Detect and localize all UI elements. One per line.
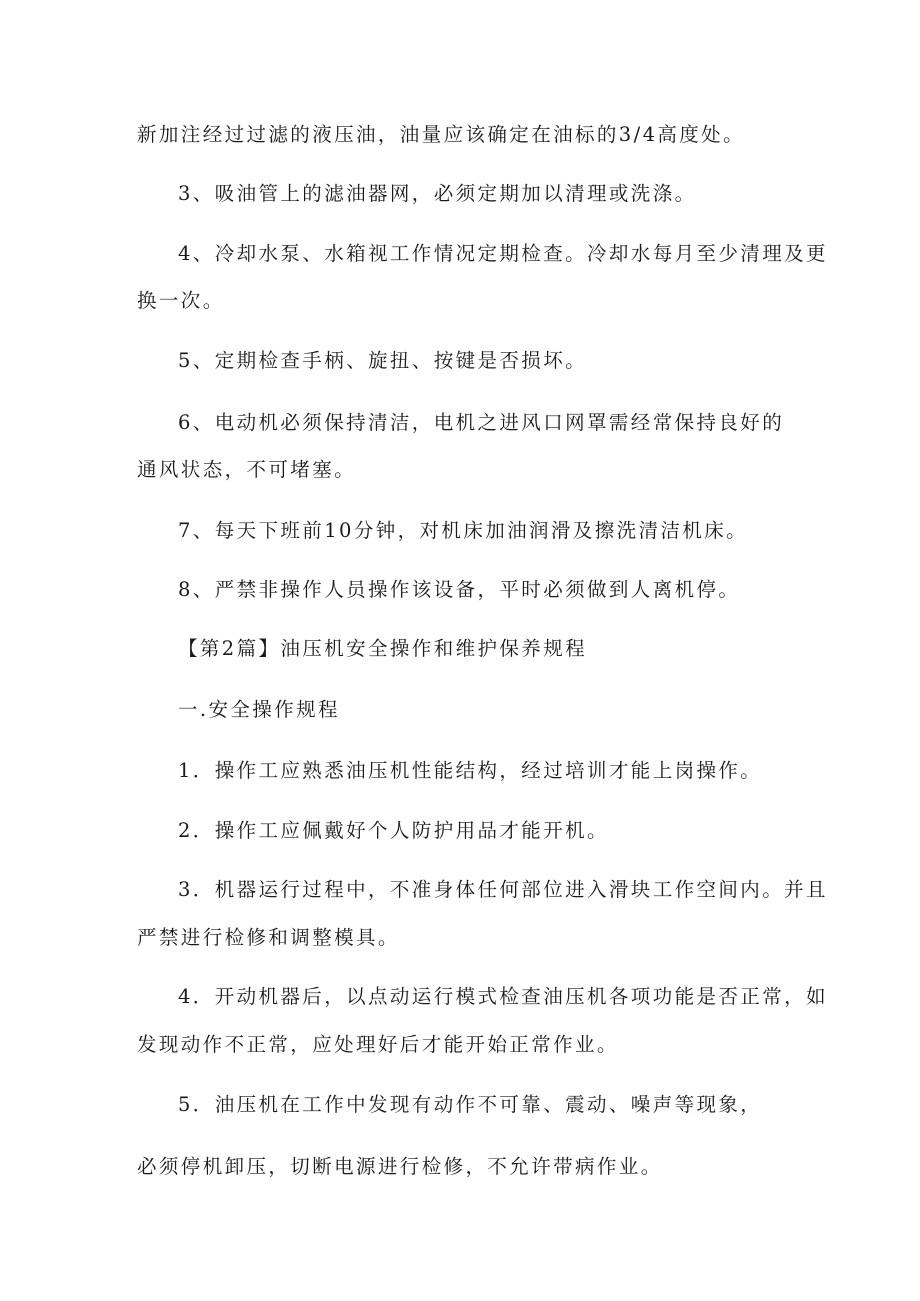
text-line-14: 3．机器运行过程中，不准身体任何部位进入滑块工作空间内。并且 <box>178 878 828 901</box>
text-line-12: 1．操作工应熟悉油压机性能结构，经过培训才能上岗操作。 <box>178 759 763 782</box>
text-line-9: 8、严禁非操作人员操作该设备，平时必须做到人离机停。 <box>178 578 741 601</box>
text-line-8: 7、每天下班前10分钟，对机床加油润滑及擦洗清洁机床。 <box>178 519 749 542</box>
subsection-heading: 一.安全操作规程 <box>178 698 340 721</box>
section-heading: 【第2篇】油压机安全操作和维护保养规程 <box>178 637 588 660</box>
text-line-18: 5．油压机在工作中发现有动作不可靠、震动、噪声等现象， <box>178 1093 763 1116</box>
text-line-13: 2．操作工应佩戴好个人防护用品才能开机。 <box>178 819 609 842</box>
text-line-6: 6、电动机必须保持清洁，电机之进风口网罩需经常保持良好的 <box>178 411 785 434</box>
text-line-2: 3、吸油管上的滤油器网，必须定期加以清理或洗涤。 <box>178 182 697 205</box>
text-line-7: 通风状态，不可堵塞。 <box>137 458 357 481</box>
text-line-1: 新加注经过过滤的液压油，油量应该确定在油标的3/4高度处。 <box>137 123 745 146</box>
text-line-4: 换一次。 <box>137 289 225 312</box>
text-line-19: 必须停机卸压，切断电源进行检修，不允许带病作业。 <box>137 1155 663 1178</box>
text-line-15: 严禁进行检修和调整模具。 <box>137 926 400 949</box>
text-line-3: 4、冷却水泵、水箱视工作情况定期检查。冷却水每月至少清理及更 <box>178 242 828 265</box>
text-line-17: 发现动作不正常，应处理好后才能开始正常作业。 <box>137 1033 619 1056</box>
text-line-16: 4．开动机器后，以点动运行模式检查油压机各项功能是否正常，如 <box>178 985 828 1008</box>
text-line-5: 5、定期检查手柄、旋扭、按键是否损坏。 <box>178 349 588 372</box>
